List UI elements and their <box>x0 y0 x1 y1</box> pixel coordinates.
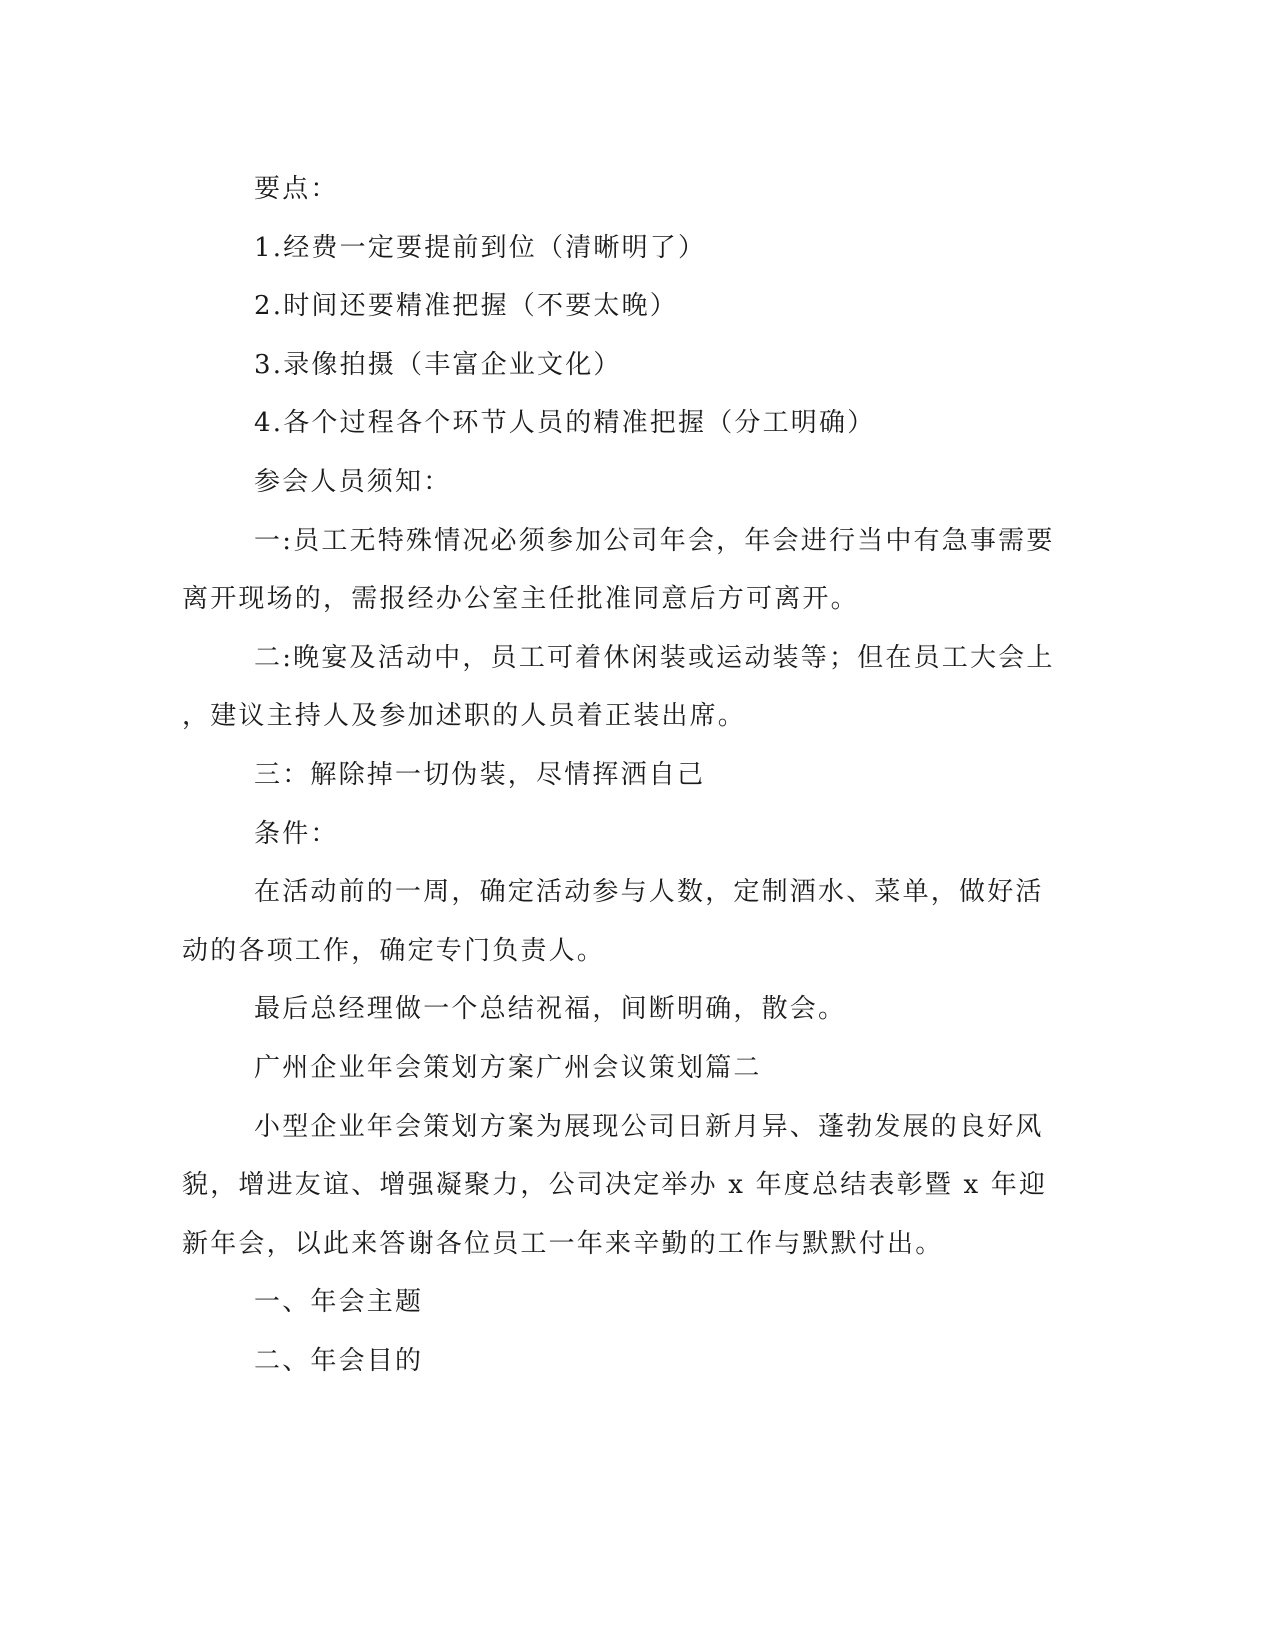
paragraph-line: 二:晚宴及活动中，员工可着休闲装或运动装等；但在员工大会上 <box>254 642 1055 673</box>
paragraph-line: 在活动前的一周，确定活动参与人数，定制酒水、菜单，做好活 <box>254 877 1044 908</box>
list-item: 4.各个过程各个环节人员的精准把握（分工明确） <box>254 408 876 439</box>
paragraph-line: 动的各项工作，确定专门负责人。 <box>182 935 606 966</box>
paragraph-line: 三：解除掉一切伪装，尽情挥洒自己 <box>254 759 706 790</box>
list-item: 2.时间还要精准把握（不要太晚） <box>254 291 679 322</box>
list-item: 1.经费一定要提前到位（清晰明了） <box>254 232 707 263</box>
paragraph-line: 新年会，以此来答谢各位员工一年来辛勤的工作与默默付出。 <box>182 1228 944 1259</box>
section-heading-key-points: 要点： <box>254 174 339 204</box>
paragraph-line: 最后总经理做一个总结祝福，间断明确，散会。 <box>254 994 847 1025</box>
paragraph-line: 小型企业年会策划方案为展现公司日新月异、蓬勃发展的良好风 <box>254 1111 1044 1142</box>
document-body <box>182 160 1062 1390</box>
section-heading-purpose: 二、年会目的 <box>254 1345 424 1376</box>
section-heading-theme: 一、年会主题 <box>254 1287 424 1318</box>
article-title: 广州企业年会策划方案广州会议策划篇二 <box>254 1052 762 1083</box>
section-heading-attendee-notice: 参会人员须知： <box>254 466 452 497</box>
list-item: 3.录像拍摄（丰富企业文化） <box>254 349 622 380</box>
paragraph-line: 离开现场的，需报经办公室主任批准同意后方可离开。 <box>182 584 859 615</box>
section-heading-conditions: 条件： <box>254 818 339 849</box>
paragraph-line: 一:员工无特殊情况必须参加公司年会，年会进行当中有急事需要 <box>254 525 1055 556</box>
paragraph-line: 貌，增进友谊、增强凝聚力，公司决定举办 x 年度总结表彰暨 x 年迎 <box>182 1170 1048 1201</box>
paragraph-line: ，建议主持人及参加述职的人员着正装出席。 <box>182 701 747 732</box>
